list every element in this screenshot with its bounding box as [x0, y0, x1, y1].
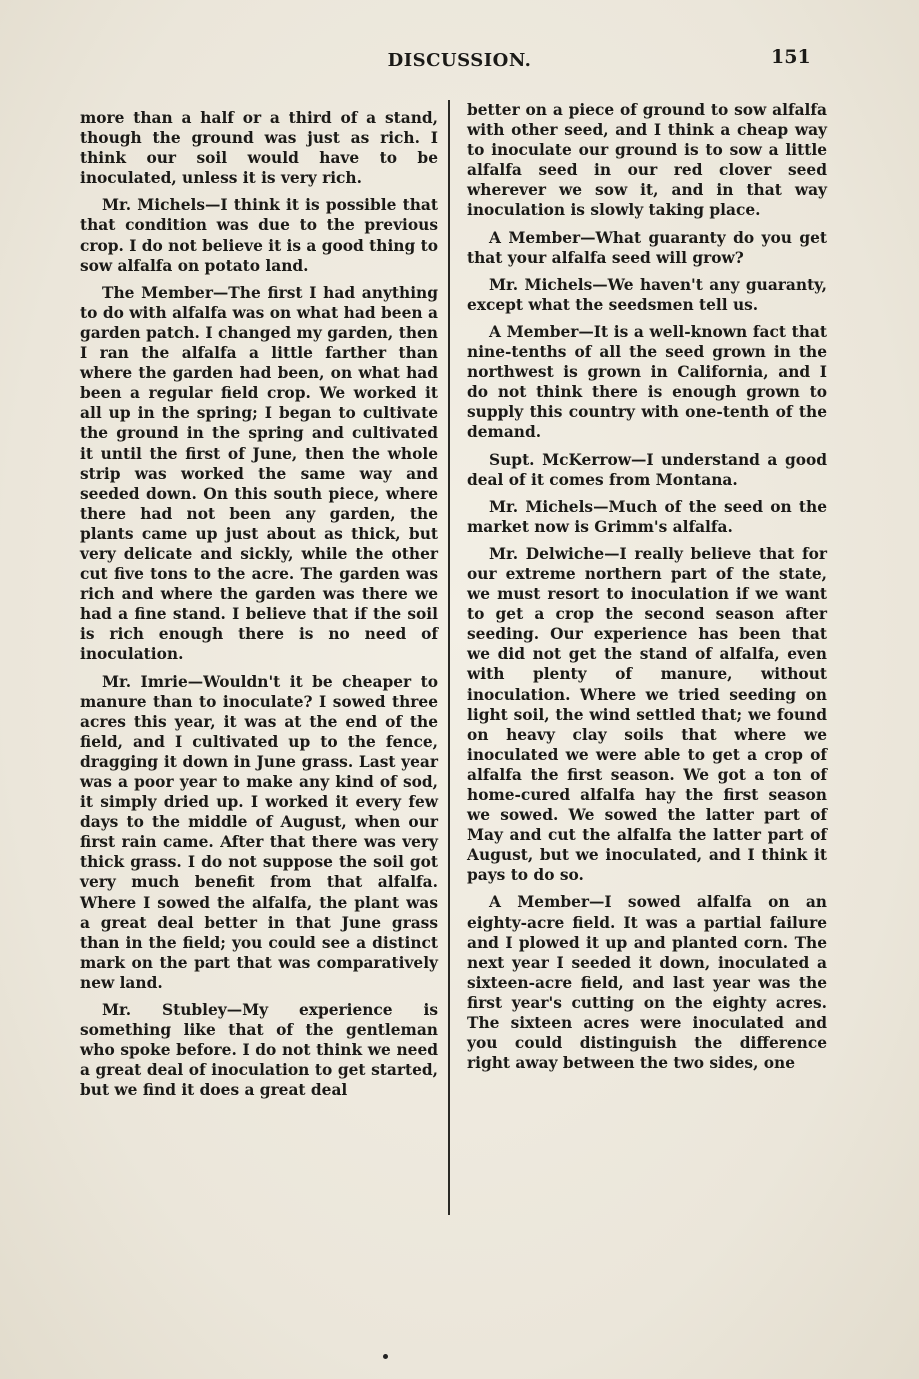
right-column [467, 100, 827, 1080]
ink-dot [383, 1354, 388, 1359]
paragraph: A Member—What guaranty do you get that your alfalfa seed will grow? [467, 228, 827, 267]
paragraph: Mr. Michels—Much of the seed on the market now is Grimm's alfalfa. [467, 497, 827, 536]
left-column [80, 108, 438, 1108]
paragraph: better on a piece of ground to sow alfalfa with other seed, and I think a cheap way to inoculate our ground is to sow a little alfalfa seed in our red clover seed wherever we sow it, and in that way inoculation is slowly taking place. [467, 101, 827, 220]
paragraph: The Member—The first I had anything to do with alfalfa was on what had been a garden patch. I changed my garden, then I ran the alfalfa a little farther than where the garden had been, on what had been a regular field crop. We worked it all up in the spring; I began to cultivate the ground in the spring and cultivated it until the first of June, then the whole strip was worked the same way and seeded down. On this south piece, where there had not been any garden, the plants came up just about as thick, but very delicate and sickly, while the other cut five tons to the acre. The garden was rich and where the garden was there we had a fine stand. I believe that if the soil is rich enough there is no need of inoculation. [80, 283, 438, 664]
running-header-title: DISCUSSION. [387, 50, 532, 71]
paragraph: Mr. Stubley—My experience is something like that of the gentleman who spoke before. I do not think we need a great deal of inoculation to get started, but we find it does a great deal [80, 1001, 438, 1100]
paragraph: Mr. Michels—We haven't any guaranty, except what the seedsmen tell us. [467, 275, 827, 314]
paragraph: Mr. Michels—I think it is possible that that condition was due to the previous crop. I do not believe it is a good thing to sow alfalfa on potato land. [80, 196, 438, 275]
page-number: 151 [771, 46, 811, 68]
column-divider [448, 100, 450, 1215]
paragraph: more than a half or a third of a stand, though the ground was just as rich. I think our soil would have to be inoculated, unless it is very rich. [80, 109, 438, 188]
paragraph: A Member—I sowed alfalfa on an eighty-acre field. It was a partial failure and I plowed it up and planted corn. The next year I seeded it down, inoculated a sixteen-acre field, and last year was the first year's cutting on the eighty acres. The sixteen acres were inoculated and you could distinguish the difference right away between the two sides, one [467, 893, 827, 1073]
paragraph: Mr. Delwiche—I really believe that for our extreme northern part of the state, we must resort to inoculation if we want to get a crop the second season after seeding. Our experience has been that we did not get the stand of alfalfa, even with plenty of manure, without inoculation. Where we tried seeding on light soil, the wind settled that; we found on heavy clay soils that where we inoculated we were able to get a crop of alfalfa the first season. We got a ton of home-cured alfalfa hay the first season we sowed. We sowed the latter part of May and cut the alfalfa the latter part of August, but we inoculated, and I think it pays to do so. [467, 544, 827, 885]
paragraph: Mr. Imrie—Wouldn't it be cheaper to manure than to inoculate? I sowed three acres this year, it was at the end of the field, and I cultivated up to the fence, dragging it down in June grass. Last year was a poor year to make any kind of sod, it simply dried up. I worked it every few days to the middle of August, when our first rain came. After that there was very thick grass. I do not suppose the soil got very much benefit from that alfalfa. Where I sowed the alfalfa, the plant was a great deal better in that June grass than in the field; you could see a distinct mark on the part that was comparatively new land. [80, 672, 438, 992]
paragraph: A Member—It is a well-known fact that nine-tenths of all the seed grown in the northwest is grown in California, and I do not think there is enough grown to supply this country with one-tenth of the demand. [467, 322, 827, 442]
paragraph: Supt. McKerrow—I understand a good deal of it comes from Montana. [467, 450, 827, 489]
